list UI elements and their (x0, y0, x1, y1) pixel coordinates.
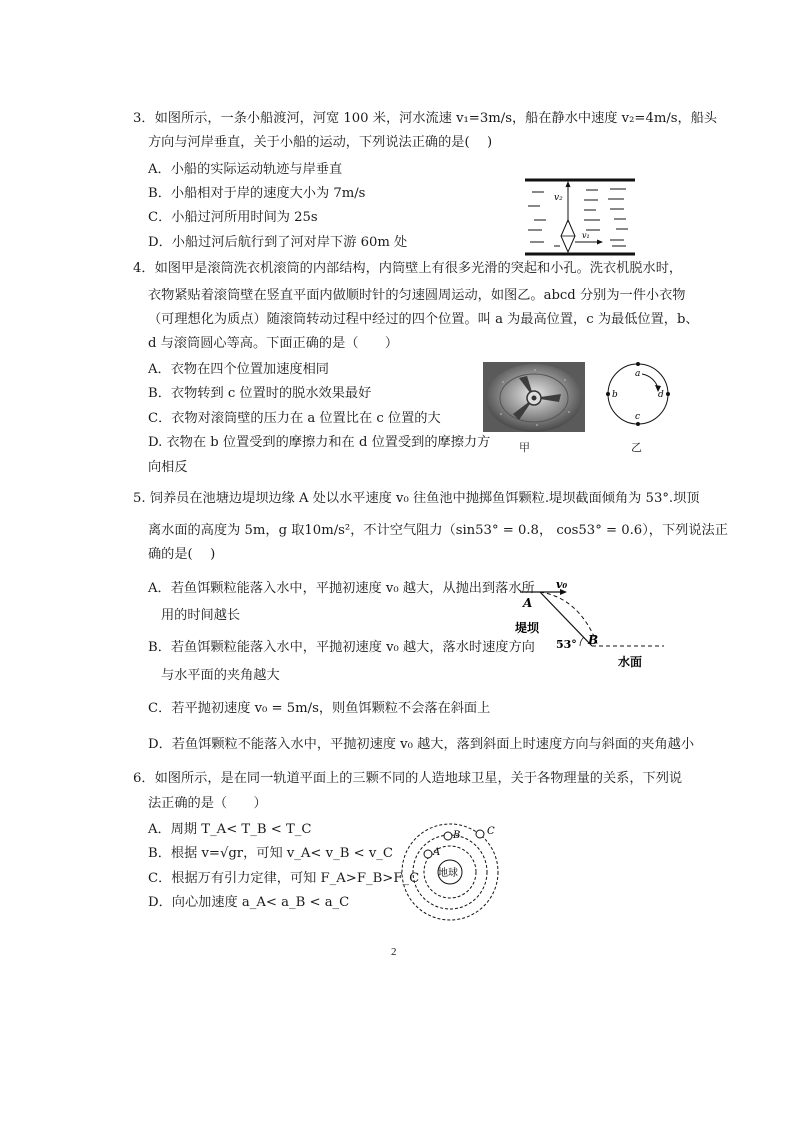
satellite-A-label: A (433, 847, 441, 858)
washer-drum-photo (483, 362, 585, 432)
q6-stem-line2: 法正确的是（ ） (148, 796, 267, 811)
q5-option-b: B．若鱼饵颗粒能落入水中，平抛初速度 v₀ 越大，落水时速度方向 (148, 640, 535, 655)
v0-label: v₀ (556, 578, 568, 591)
satellite-C (476, 830, 484, 838)
river-flow-dashes (528, 189, 628, 246)
q4-option-a: A．衣物在四个位置加速度相同 (148, 362, 329, 377)
point-b-dot (606, 392, 610, 396)
v2-label: v₂ (554, 193, 563, 203)
point-d-dot (666, 392, 670, 396)
q4-option-d: D. 衣物在 b 位置受到的摩擦力和在 d 位置受到的摩擦力方 (148, 435, 491, 450)
q4-stem-line3: （可理想化为质点）随滚筒转动过程中经过的四个位置。叫 a 为最高位置，c 为最低位置，b、 (148, 312, 699, 327)
point-d-label: d (658, 390, 664, 400)
q3-option-a: A．小船的实际运动轨迹与岸垂直 (148, 162, 343, 177)
q3-stem-line2: 方向与河岸垂直，关于小船的运动，下列说法正确的是( ) (148, 135, 493, 150)
rotation-circle-figure (602, 358, 674, 430)
satellite-B-label: B (453, 830, 461, 841)
earth-label: 地球 (438, 868, 458, 879)
angle-arc (580, 637, 584, 646)
q4-stem-line2: 衣物紧贴着滚筒壁在竖直平面内做顺时针的匀速圆周运动，如图乙。abcd 分别为一件小衣物 (148, 288, 686, 303)
q4-stem-line1: 4．如图甲是滚筒洗衣机滚筒的内部结构，内筒壁上有很多光滑的突起和小孔。洗衣机脱水时， (133, 261, 683, 276)
q3-option-b: B．小船相对于岸的速度大小为 7m/s (148, 186, 366, 201)
dam-label: 堤坝 (515, 621, 540, 635)
satellite-C-label: C (487, 826, 495, 837)
q5-stem-line3: 确的是( ) (148, 547, 216, 562)
q6-option-a: A．周期 T_A< T_B < T_C (148, 822, 312, 837)
q5-stem-line2: 离水面的高度为 5m，g 取10m/s²，不计空气阻力（sin53° = 0.8， cos53° = 0.6），下列说法正 (148, 523, 728, 538)
figure-caption-yi: 乙 (631, 441, 642, 454)
v1-label: v₁ (582, 231, 590, 240)
satellite-orbits-figure (400, 816, 504, 924)
water-label: 水面 (618, 655, 643, 669)
point-B-label: B (588, 633, 599, 647)
q5-option-d: D．若鱼饵颗粒不能落入水中，平抛初速度 v₀ 越大，落到斜面上时速度方向与斜面的夹角越小 (148, 737, 695, 752)
q4-option-b: B．衣物转到 c 位置时的脱水效果最好 (148, 386, 372, 401)
q6-option-c: C．根据万有引力定律，可知 F_A>F_B>F_C (148, 871, 420, 886)
point-b-label: b (612, 390, 618, 400)
q5-stem-line1: 5. 饲养员在池塘边堤坝边缘 A 处以水平速度 v₀ 往鱼池中抛掷鱼饵颗粒.堤坝截面倾角为 53°.坝顶 (133, 491, 700, 506)
q3-stem-line1: 3．如图所示，一条小船渡河，河宽 100 米，河水流速 v₁=3m/s，船在静水中速度 v₂=4m/s，船头 (133, 111, 718, 126)
point-c-dot (636, 422, 640, 426)
angle-label: 53° (556, 638, 577, 651)
v1-arrow-head (597, 240, 603, 245)
point-a-label: a (635, 369, 641, 379)
q6-stem-line1: 6．如图所示，是在同一轨道平面上的三颗不同的人造地球卫星，关于各物理量的关系，下列说 (133, 771, 683, 786)
dam-projectile-figure (510, 578, 666, 670)
q3-option-c: C．小船过河所用时间为 25s (148, 210, 318, 225)
q5-option-b-cont: 与水平面的夹角越大 (161, 668, 280, 683)
q5-option-a-cont: 用的时间越长 (161, 608, 241, 623)
q6-option-d: D．向心加速度 a_A< a_B < a_C (148, 895, 350, 910)
satellite-A (424, 850, 432, 858)
q6-option-b: B．根据 v=√gr，可知 v_A< v_B < v_C (148, 846, 393, 861)
q4-option-c: C．衣物对滚筒壁的压力在 a 位置比在 c 位置的大 (148, 411, 441, 426)
point-A-label: A (523, 596, 533, 610)
v2-arrow-head (566, 181, 571, 187)
q3-river-figure (520, 176, 640, 258)
q4-stem-line4: d 与滚筒圆心等高。下面正确的是（ ） (148, 336, 399, 351)
q4-option-d-cont: 向相反 (148, 460, 188, 475)
figure-caption-jia: 甲 (519, 441, 530, 454)
q5-option-a: A．若鱼饵颗粒能落入水中，平抛初速度 v₀ 越大，从抛出到落水所 (148, 581, 535, 596)
satellite-B (444, 832, 452, 840)
point-c-label: c (635, 412, 641, 422)
q5-option-c: C．若平抛初速度 v₀ = 5m/s，则鱼饵颗粒不会落在斜面上 (148, 701, 491, 716)
point-a-dot (636, 362, 640, 366)
page-number: 2 (391, 946, 397, 958)
q3-option-d: D．小船过河后航行到了河对岸下游 60m 处 (148, 235, 408, 250)
